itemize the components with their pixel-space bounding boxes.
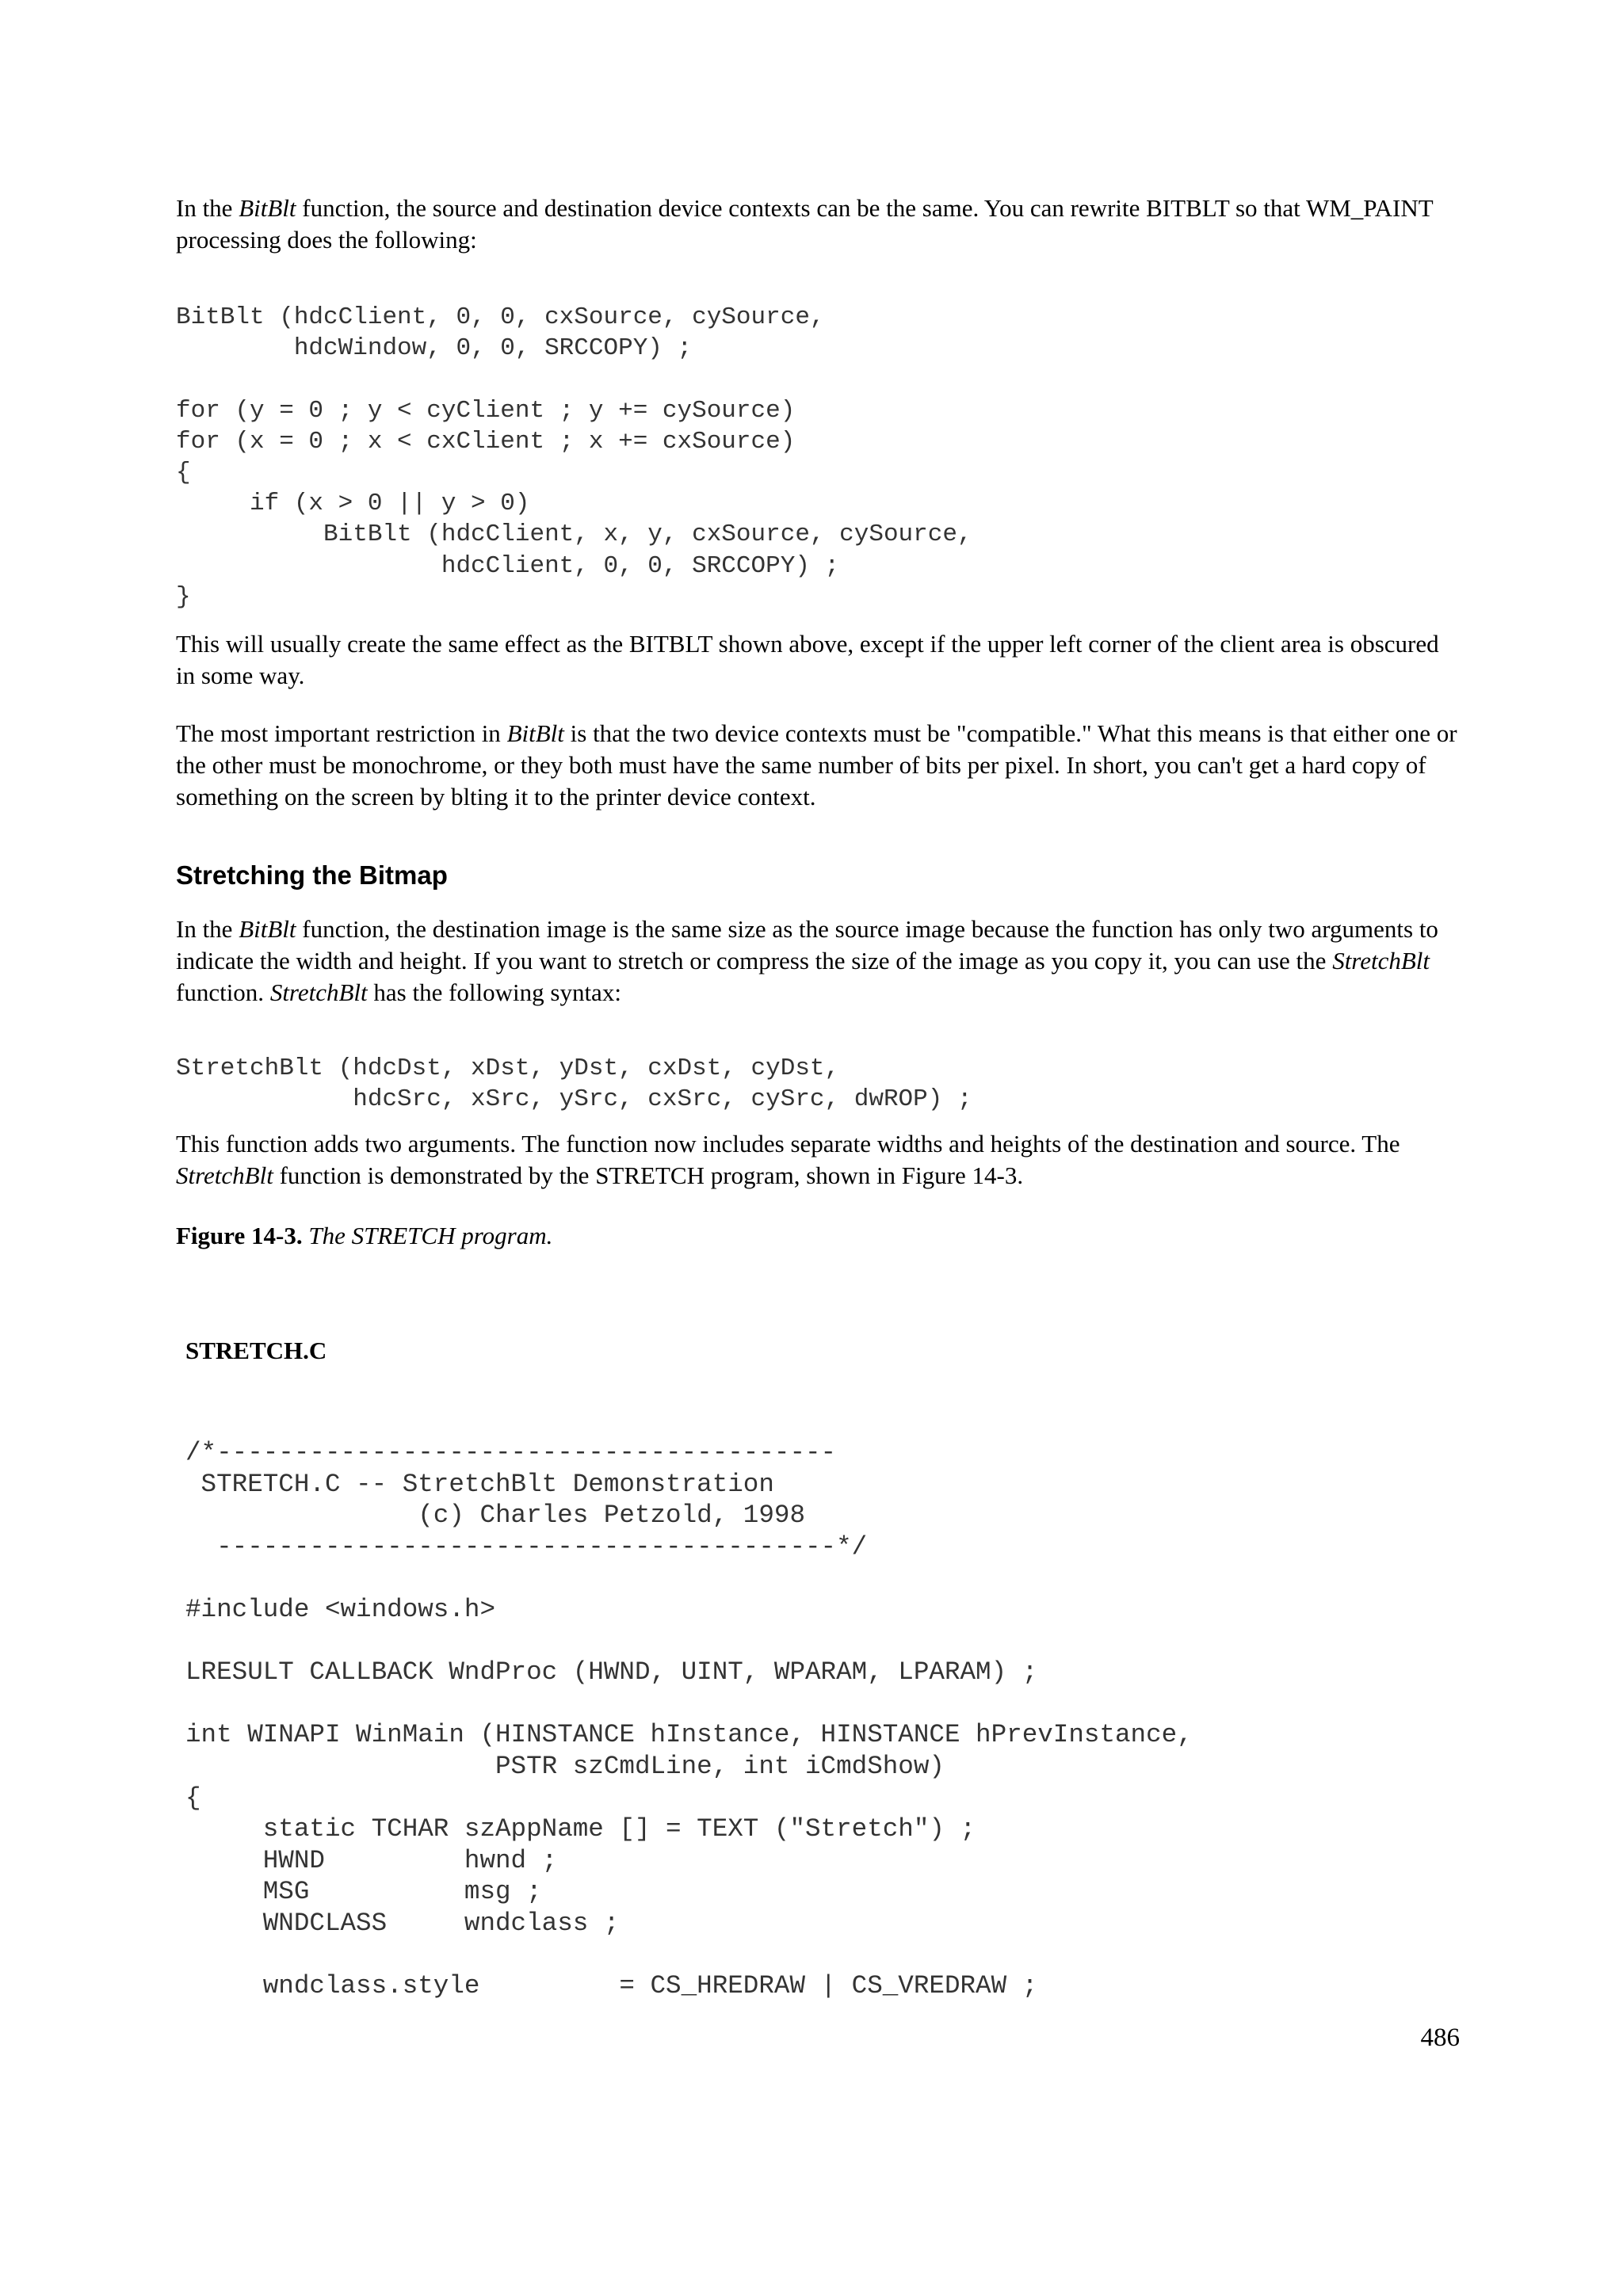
function-name: StretchBlt — [269, 978, 368, 1006]
text: In the — [176, 194, 239, 222]
section-heading: Stretching the Bitmap — [176, 860, 448, 890]
text: function is demonstrated by the STRETCH program, shown in Figure 14-3. — [273, 1161, 1024, 1189]
text: The most important restriction in — [176, 719, 507, 747]
listing-filename: STRETCH.C — [185, 1337, 327, 1364]
paragraph-compatible-restriction — [176, 718, 1460, 813]
code-block-bitblt-loop: BitBlt (hdcClient, 0, 0, cxSource, cySource, hdcWindow, 0, 0, SRCCOPY) ; for (y = 0 ; y < cyClient ; y += cySource) for (x = 0 ; x < cxClient ; x += cxSource) { if (x > 0 || y > 0) BitBlt (hdcClient, x, y, cxSource, cySource, hdcClient, 0, 0, SRCCOPY) ; } — [176, 303, 972, 611]
paragraph-bitblt-same-dc — [176, 193, 1460, 256]
figure-title: The STRETCH program. — [302, 1222, 553, 1249]
page-number: 486 — [1420, 2023, 1460, 2052]
text: This function adds two arguments. The function now includes separate widths and heights of the destination and source. The — [176, 1130, 1400, 1158]
text: is that the two device contexts must be "compatible." What this means is that either one or the other must be monochrome, or they both must have the same number of bits per pixel. In short, you can't get a hard copy of something on the screen by blting it to the printer device context. — [176, 719, 1457, 810]
function-name: StretchBlt — [1332, 947, 1430, 974]
text: has the following syntax: — [367, 978, 621, 1006]
figure-caption — [176, 1220, 552, 1252]
function-name: BitBlt — [239, 194, 296, 222]
function-name: BitBlt — [506, 719, 564, 747]
figure-label: Figure 14-3. — [176, 1222, 303, 1249]
function-name: StretchBlt — [176, 1161, 273, 1189]
paragraph-same-effect: This will usually create the same effect as the BITBLT shown above, except if the upper left corner of the client area is obscured in some way. — [176, 630, 1439, 689]
paragraph-stretchblt-intro — [176, 913, 1460, 1009]
code-block-stretchblt-syntax: StretchBlt (hdcDst, xDst, yDst, cxDst, cyDst, hdcSrc, xSrc, ySrc, cxSrc, cySrc, dwROP) ; — [176, 1055, 972, 1114]
text: In the — [176, 915, 239, 943]
text: function, the destination image is the same size as the source image because the function has only two arguments to indicate the width and height. If you want to stretch or compress the size of the image as you copy it, you can use the — [176, 915, 1438, 974]
text: function. — [176, 978, 270, 1006]
text: function, the source and destination device contexts can be the same. You can rewrite BITBLT so that WM_PAINT processing does the following: — [176, 194, 1434, 254]
paragraph-stretchblt-args — [176, 1128, 1460, 1192]
document-page — [176, 0, 1460, 2296]
code-listing-stretch-c: /*---------------------------------------- STRETCH.C -- StretchBlt Demonstration (c) Charles Petzold, 1998 ----------------------------------------*/ #include <windows.h> LRESULT CALLBACK WndProc (HWND, UINT, WPARAM, LPARAM) ; int WINAPI WinMain (HINSTANCE hInstance, HINSTANCE hPrevInstance, PSTR szCmdLine, int iCmdShow) { static TCHAR szAppName [] = TEXT ("Stretch") ; HWND hwnd ; MSG msg ; WNDCLASS wndclass ; wndclass.style = CS_HREDRAW | CS_VREDRAW ; — [185, 1438, 1193, 2001]
function-name: BitBlt — [239, 915, 296, 943]
